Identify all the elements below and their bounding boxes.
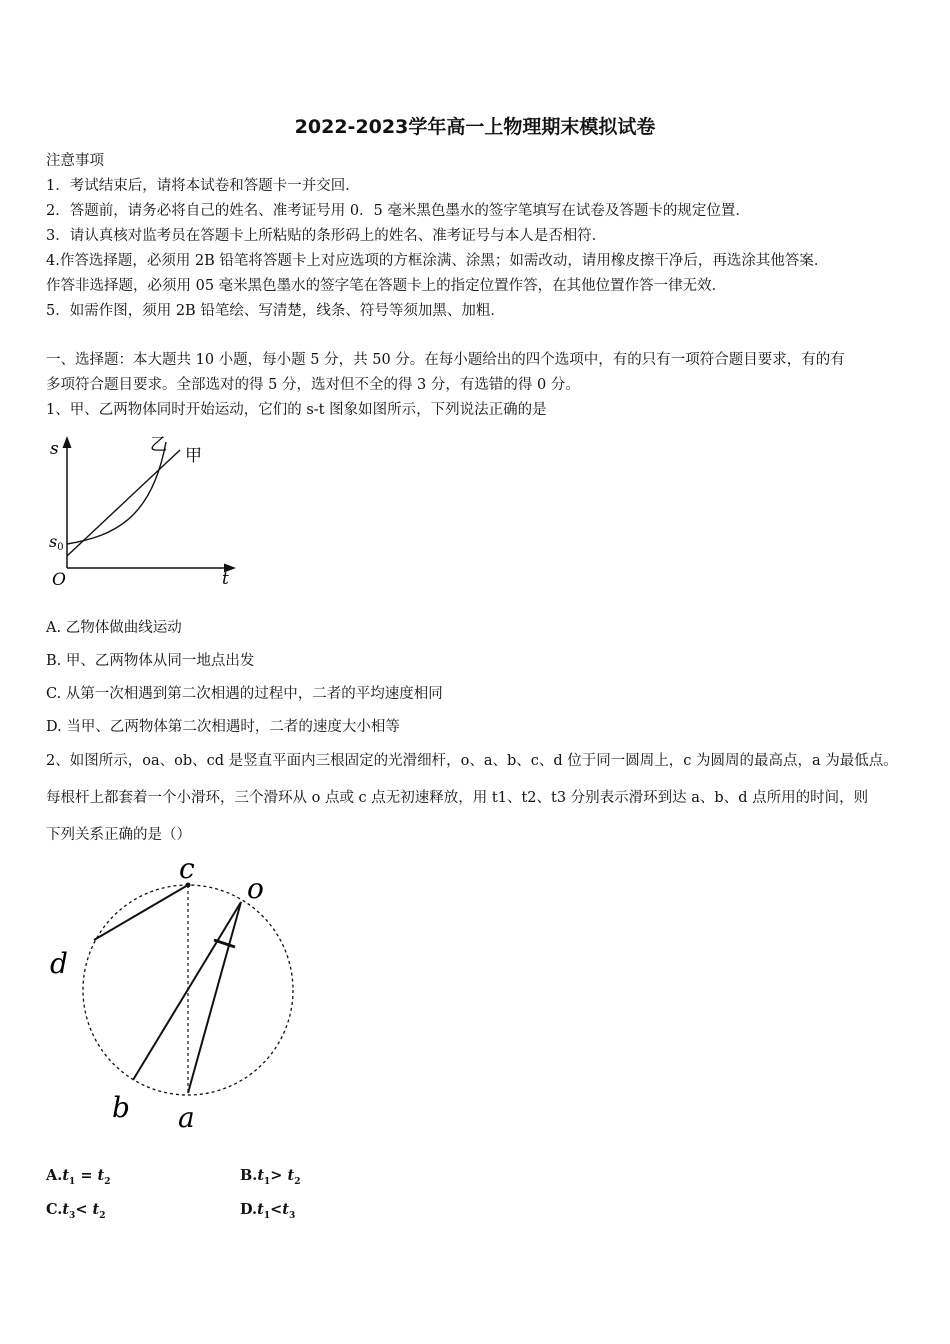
section-intro-line2: 多项符合题目要求。全部选对的得 5 分，选对但不全的得 3 分，有选错的得 0 分。 bbox=[46, 377, 580, 393]
q2-option-d: $D.t_1<t_3$ bbox=[240, 1201, 296, 1221]
q1-option-d: D. 当甲、乙两物体第二次相遇时，二者的速度大小相等 bbox=[46, 719, 400, 735]
q2-rod-oa bbox=[188, 902, 241, 1093]
q2-slide-ring bbox=[214, 940, 235, 947]
q1-label-t: t bbox=[222, 569, 229, 589]
notice-item-4: 4.作答选择题，必须用 2B 铅笔将答题卡上对应选项的方框涂满、涂黑；如需改动，请用橡皮擦干净后，再选涂其他答案． bbox=[46, 253, 829, 269]
q2-option-a: $A.t_1 = t_2$ bbox=[46, 1167, 111, 1187]
q2-stem-line3: 下列关系正确的是（） bbox=[46, 827, 191, 843]
q1-label-s: s bbox=[50, 439, 59, 459]
notice-item-6: 5．如需作图，须用 2B 铅笔绘、写清楚，线条、符号等须加黑、加粗． bbox=[46, 303, 505, 319]
notice-item-3: 3．请认真核对监考员在答题卡上所粘贴的条形码上的姓名、准考证号与本人是否相符． bbox=[46, 228, 607, 244]
q2-rod-ob bbox=[133, 902, 241, 1080]
q2-stem-line2: 每根杆上都套着一个小滑环，三个滑环从 o 点或 c 点无初速释放，用 t1、t2、t3 分别表示滑环到达 a、b、d 点所用的时间，则 bbox=[46, 790, 869, 806]
q1-label-jia: 甲 bbox=[185, 446, 202, 466]
q2-option-c: $C.t_3< t_2$ bbox=[46, 1201, 106, 1221]
q2-label-c: c bbox=[179, 852, 195, 885]
q2-label-b: b bbox=[112, 1091, 130, 1124]
q1-st-graph bbox=[40, 428, 240, 593]
q1-label-yi: 乙 bbox=[150, 435, 167, 455]
q2-rod-cd bbox=[94, 885, 188, 940]
q2-label-o: o bbox=[247, 872, 264, 905]
notice-item-1: 1．考试结束后，请将本试卷和答题卡一并交回． bbox=[46, 178, 360, 194]
q1-label-origin: O bbox=[52, 570, 66, 590]
q1-line-jia bbox=[67, 450, 180, 556]
q2-stem-line1: 2、如图所示，oa、ob、cd 是竖直平面内三根固定的光滑细杆，o、a、b、c、d 位于同一圆周上，c 为圆周的最高点，a 为最低点。 bbox=[46, 753, 898, 769]
q2-option-b: $B.t_1> t_2$ bbox=[240, 1167, 301, 1187]
q1-stem: 1、甲、乙两物体同时开始运动，它们的 s-t 图象如图所示，下列说法正确的是 bbox=[46, 402, 547, 418]
exam-title: 2022-2023学年高一上物理期末模拟试卷 bbox=[294, 116, 656, 138]
q1-curve-yi bbox=[67, 442, 166, 544]
q1-label-s0: s0 bbox=[49, 532, 64, 553]
notice-heading: 注意事项 bbox=[46, 153, 104, 169]
section-intro-line1: 一、选择题：本大题共 10 小题，每小题 5 分，共 50 分。在每小题给出的四个选项中，有的只有一项符合题目要求，有的有 bbox=[46, 352, 845, 368]
q1-option-a: A. 乙物体做曲线运动 bbox=[46, 620, 182, 636]
q2-label-d: d bbox=[50, 947, 68, 980]
notice-item-2: 2．答题前，请务必将自己的姓名、准考证号用 0．5 毫米黑色墨水的签字笔填写在试卷及答题卡的规定位置． bbox=[46, 203, 750, 219]
q2-label-a: a bbox=[178, 1101, 195, 1134]
notice-item-5: 作答非选择题，必须用 05 毫米黑色墨水的签字笔在答题卡上的指定位置作答，在其他位置作答一律无效． bbox=[46, 278, 727, 294]
q1-option-c: C. 从第一次相遇到第二次相遇的过程中，二者的平均速度相同 bbox=[46, 686, 443, 702]
q1-option-b: B. 甲、乙两物体从同一地点出发 bbox=[46, 653, 255, 669]
q2-circle-diagram bbox=[40, 850, 310, 1140]
